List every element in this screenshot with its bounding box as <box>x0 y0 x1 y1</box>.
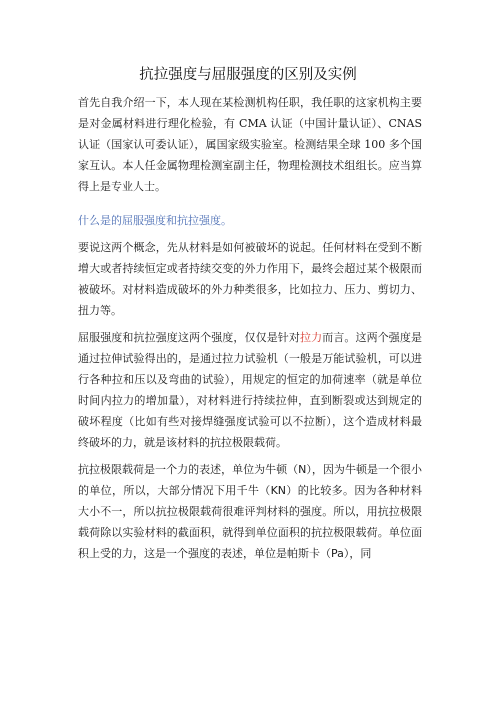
tensile-text-after: 而言。这两个强度是通过拉伸试验得出的，是通过拉力试验机（一般是万能试验机，可以进行各种拉和压以及弯曲的试验），用规定的恒定的加荷速率（就是单位时间内拉力的增加量），对材料进行持续拉伸，直到断裂或达到规定的破坏程度（比如有些对接焊缝强度试验可以不拉断），这个造成材料最终破坏的力，就是该材料的抗拉极限载荷。 <box>78 331 423 449</box>
intro-paragraph: 首先自我介绍一下，本人现在某检测机构任职，我任职的这家机构主要是对金属材料进行理化检验，有 CMA 认证（中国计量认证）、CNAS 认证（国家认可委认证），属国家级实验室。检测结果全球 100 多个国家互认。本人任金属物理检测室副主任，物理检测技术组组长。应当算得上是专业人士。 <box>78 96 422 193</box>
document-body <box>78 92 422 564</box>
highlighted-term: 拉力 <box>300 331 323 344</box>
failure-paragraph: 要说这两个概念，先从材料是如何被破坏的说起。任何材料在受到不断增大或者持续恒定或者持续交变的外力作用下，最终会超过某个极限而被破坏。对材料造成破坏的外力种类很多，比如拉力、压力、剪切力、扭力等。 <box>78 241 422 317</box>
document-title: 抗拉强度与屈服强度的区别及实例 <box>139 67 357 83</box>
load-unit-paragraph: 抗拉极限载荷是一个力的表述，单位为牛顿（N），因为牛顿是一个很小的单位，所以，大部分情况下用千牛（KN）的比较多。因为各种材料大小不一，所以抗拉极限载荷很难评判材料的强度。所以，用抗拉极限载荷除以实验材料的截面积，就得到单位面积的抗拉极限载荷。单位面积上受的力，这是一个强度的表述，单位是帕斯卡（Pa），同 <box>78 463 422 560</box>
tensile-test-paragraph <box>78 327 422 453</box>
section-subheading: 什么是的屈服强度和抗拉强度。 <box>78 214 232 227</box>
tensile-text-before: 屈服强度和抗拉强度这两个强度，仅仅是针对 <box>78 331 300 344</box>
